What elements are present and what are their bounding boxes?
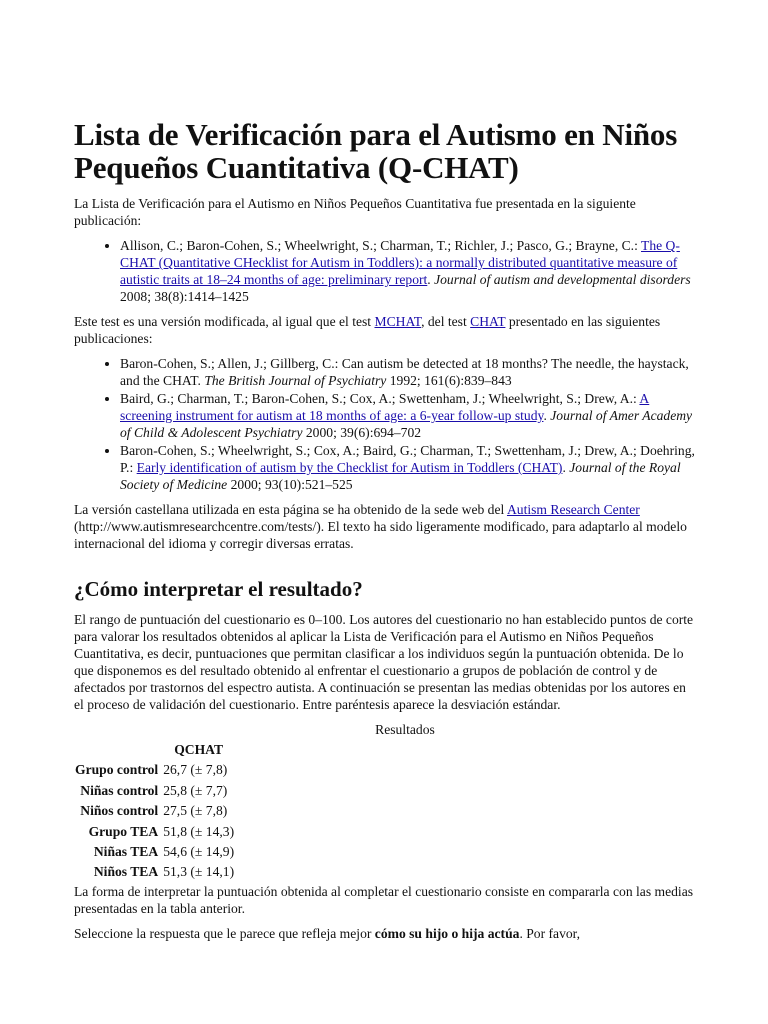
table-row (74, 801, 235, 821)
publication-details: 2008; 38(8):1414–1425 (120, 289, 249, 304)
compare-paragraph: La forma de interpretar la puntuación obtenida al completar el cuestionario consiste en compararla con las medias presentadas en la tabla anterior. (74, 883, 694, 916)
reference-item (120, 442, 698, 493)
intro-paragraph: La Lista de Verificación para el Autismo en Niños Pequeños Cuantitativa fue presentada en la siguiente publicación: (74, 196, 636, 228)
group-label: Grupo TEA (88, 823, 159, 839)
select-paragraph (74, 925, 698, 942)
table-row (74, 760, 235, 780)
reference-link[interactable]: Early identification of autism by the Checklist for Autism in Toddlers (CHAT) (136, 460, 563, 475)
spanish-text-before: La versión castellana utilizada en esta página se ha obtenido de la sede web del (74, 502, 507, 517)
select-text-bold: cómo su hijo o hija actúa (374, 925, 520, 941)
group-label: Niñas control (80, 782, 159, 798)
interpret-heading: ¿Cómo interpretar el resultado? (74, 577, 363, 601)
group-value: 54,6 (± 14,9) (163, 844, 235, 860)
reference-authors: Baird, G.; Charman, T.; Baron-Cohen, S.; Cox, A.; Swettenham, J.; Wheelwright, S.; Drew, A.: (120, 391, 640, 406)
group-value: 25,8 (± 7,7) (163, 782, 228, 798)
group-label: Niños control (80, 803, 159, 819)
reference-authors: Baron-Cohen, S.; Wheelwright, S.; Cox, A.; Baird, G.; Charman, T.; Swettenham, J.; Drew, A.; Doehring, P.: (120, 443, 695, 475)
results-column-header: QCHAT (174, 742, 224, 757)
modified-text-before: Este test es una versión modificada, al igual que el test (74, 314, 375, 329)
modified-paragraph (74, 313, 698, 347)
modified-text-middle: , del test (421, 314, 471, 329)
reference-link[interactable]: A screening instrument for autism at 18 months of age: a 6-year follow-up study (120, 391, 650, 423)
publication-authors: Allison, C.; Baron-Cohen, S.; Wheelwright, S.; Charman, T.; Richler, J.; Pasco, G.; Brayne, C.: (120, 238, 642, 253)
group-value: 51,8 (± 14,3) (163, 823, 235, 839)
chat-link[interactable]: CHAT (470, 314, 506, 329)
reference-item (120, 355, 698, 389)
publication-list (74, 237, 698, 305)
page-title: Lista de Verificación para el Autismo en Niños Pequeños Cuantitativa (Q-CHAT) (74, 117, 678, 185)
reference-details: 1992; 161(6):839–843 (386, 373, 512, 388)
modified-text-after: presentado en las siguientes publicaciones: (74, 314, 661, 346)
results-corner-cell (74, 740, 162, 760)
reference-list (74, 355, 698, 493)
group-value: 51,3 (± 14,1) (163, 864, 235, 880)
table-row (74, 842, 235, 862)
reference-details: 2000; 39(6):694–702 (302, 425, 422, 440)
group-value: 26,7 (± 7,8) (163, 762, 228, 778)
publication-item (120, 237, 698, 305)
interpret-paragraph: El rango de puntuación del cuestionario es 0–100. Los autores del cuestionario no han establecido puntos de corte para valorar los resultados obtenidos al aplicar la Lista de Verificación para el Autismo en Niños Pequeños Cuantitativa, es decir, puntuaciones que permitan clasificar a los individuos según la puntuación obtenida. De lo que disponemos es del resultado obtenido al enfrentar el cuestionario a grupos de población de control y de afectados por trastornos del espectro autista. A continuación se presentan las medias obtenidas por los autores en el proceso de validación del cuestionario. Entre paréntesis aparece la desviación estándar. (74, 612, 694, 712)
results-table (74, 740, 235, 883)
reference-journal: Journal of the Royal Society of Medicine (120, 460, 681, 492)
group-label: Grupo control (75, 762, 159, 778)
table-row (74, 781, 235, 801)
spanish-version-paragraph (74, 501, 698, 552)
results-header-row (74, 740, 235, 760)
autism-research-center-link[interactable]: Autism Research Center (506, 502, 640, 517)
reference-sep: . (562, 460, 570, 475)
publication-journal: Journal of autism and developmental disorders (434, 272, 691, 287)
publication-link[interactable]: The Q-CHAT (Quantitative CHecklist for Autism in Toddlers): a normally distributed quantitative measure of autistic traits at 18–24 months of age: preliminary report (120, 238, 680, 287)
reference-authors: Baron-Cohen, S.; Allen, J.; Gillberg, C.: Can autism be detected at 18 months? The needle, the haystack, and the CHAT. (120, 356, 689, 388)
results-section (74, 721, 698, 883)
spanish-text-after: (http://www.autismresearchcentre.com/tests/). El texto ha sido ligeramente modificado, para adaptarlo al modelo internacional del idioma y corregir diversas erratas. (74, 519, 687, 551)
reference-item (120, 390, 698, 441)
reference-details: 2000; 93(10):521–525 (227, 477, 353, 492)
group-label: Niños TEA (93, 864, 159, 880)
reference-journal: Journal of Amer Academy of Child & Adolescent Psychiatry (120, 408, 693, 440)
mchat-link[interactable]: MCHAT (374, 314, 422, 329)
select-text-before: Seleccione la respuesta que le parece que refleja mejor (74, 925, 375, 941)
group-value: 27,5 (± 7,8) (163, 803, 228, 819)
group-label: Niñas TEA (93, 844, 159, 860)
results-caption: Resultados (375, 722, 435, 737)
select-text-after: . Por favor, (519, 925, 581, 941)
reference-sep: . (543, 408, 551, 423)
table-row (74, 822, 235, 842)
reference-journal: The British Journal of Psychiatry (204, 373, 387, 388)
publication-sep: . (427, 272, 435, 287)
table-row (74, 862, 235, 882)
